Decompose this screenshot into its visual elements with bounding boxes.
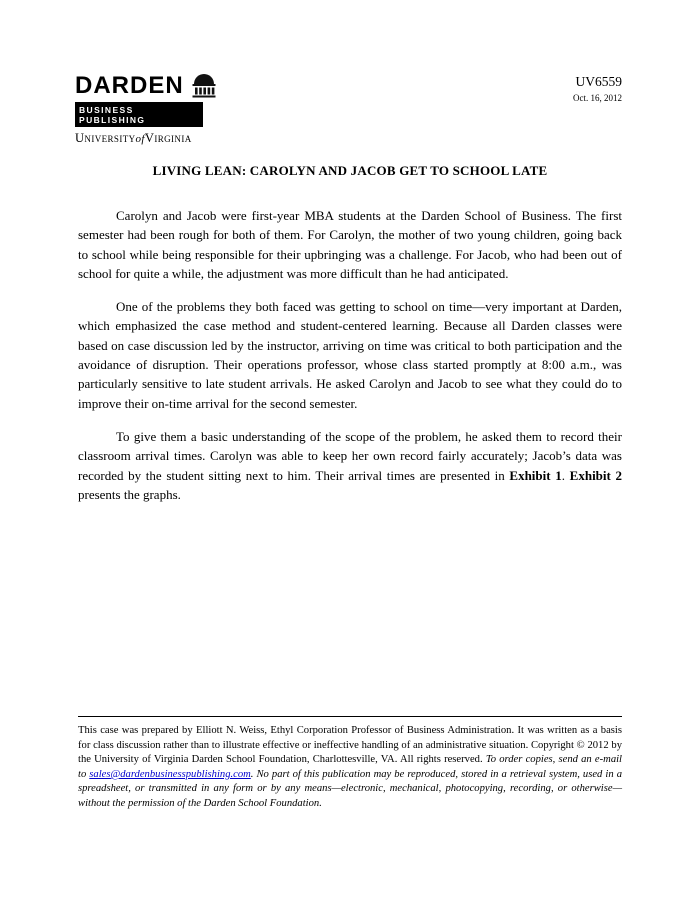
paragraph-2: One of the problems they both faced was getting to school on time—very important at Darden, which emphasized the case method and student-centered learning. Because all Darden classes were based on case discussion led by the instructor, arriving on time was critical to both participation and the avoidance of disruption. Their operations professor, whose class started promptly at 8:00 a.m., was particularly sensitive to late student arrivals. He asked Carolyn and Jacob to see what they could do to improve their on-time arrival for the second semester. [78, 299, 622, 411]
document-body [78, 206, 622, 518]
paragraph-1: Carolyn and Jacob were first-year MBA students at the Darden School of Business. The first semester had been rough for both of them. For Carolyn, the mother of two young children, going back to school while being responsible for their upbringing was a challenge. For Jacob, who had been out of school for quite a while, the adjustment was more difficult than he had anticipated. [78, 208, 622, 281]
document-meta [573, 74, 622, 104]
rotunda-icon [191, 74, 217, 98]
footer-attribution-text: This case was prepared by Elliott N. Weiss, Ethyl Corporation Professor of Business Administration. It was written as a basis for class discussion rather than to illustrate effective or ineffective handling of an administrative situation. Copyright © 2012 by the University of Virginia Darden School Foundation, Charlottesville, VA. All rights reserved. [78, 725, 622, 766]
paragraph-3-lead: To give them a basic understanding of the scope of the problem, he asked them to record their classroom arrival times. Carolyn was able to keep her own record fairly accurately; Jacob’s data was recorded by the student sitting next to him. Their arrival times are presented in [78, 428, 622, 483]
logo-business-publishing: BUSINESS PUBLISHING [75, 102, 203, 127]
darden-logo [75, 74, 217, 146]
logo-top-row [75, 74, 217, 98]
logo-university-word: University [75, 131, 136, 145]
footer-order-copies-text: To order copies, send an e-mail to [78, 754, 623, 780]
document-date: Oct. 16, 2012 [573, 92, 622, 103]
exhibit-1-reference: Exhibit 1 [509, 467, 562, 483]
page-header [75, 74, 622, 146]
logo-of-word: of [135, 133, 145, 145]
paragraph-3-mid: . [561, 467, 570, 483]
logo-virginia-word: Virginia [144, 131, 192, 145]
page-title: LIVING LEAN: CAROLYN AND JACOB GET TO SCHOOL LATE [152, 163, 548, 178]
paragraph-3-tail: presents the graphs. [78, 486, 181, 502]
document-number: UV6559 [575, 74, 622, 89]
logo-darden-text: DARDEN [75, 72, 184, 99]
footer-rights-text: . No part of this publication may be reproduced, stored in a retrieval system, used in a spreadsheet, or transmitted in any form or by any means—electronic, mechanical, photocopying, recording, or otherwise—without the permission of the Darden School Foundation. [78, 768, 622, 809]
logo-university-of-virginia [75, 131, 217, 146]
sales-email-link[interactable]: sales@dardenbusinesspublishing.com [89, 768, 251, 780]
exhibit-2-reference: Exhibit 2 [569, 467, 623, 483]
paragraph-3 [78, 427, 622, 504]
copyright-footer [78, 716, 622, 812]
